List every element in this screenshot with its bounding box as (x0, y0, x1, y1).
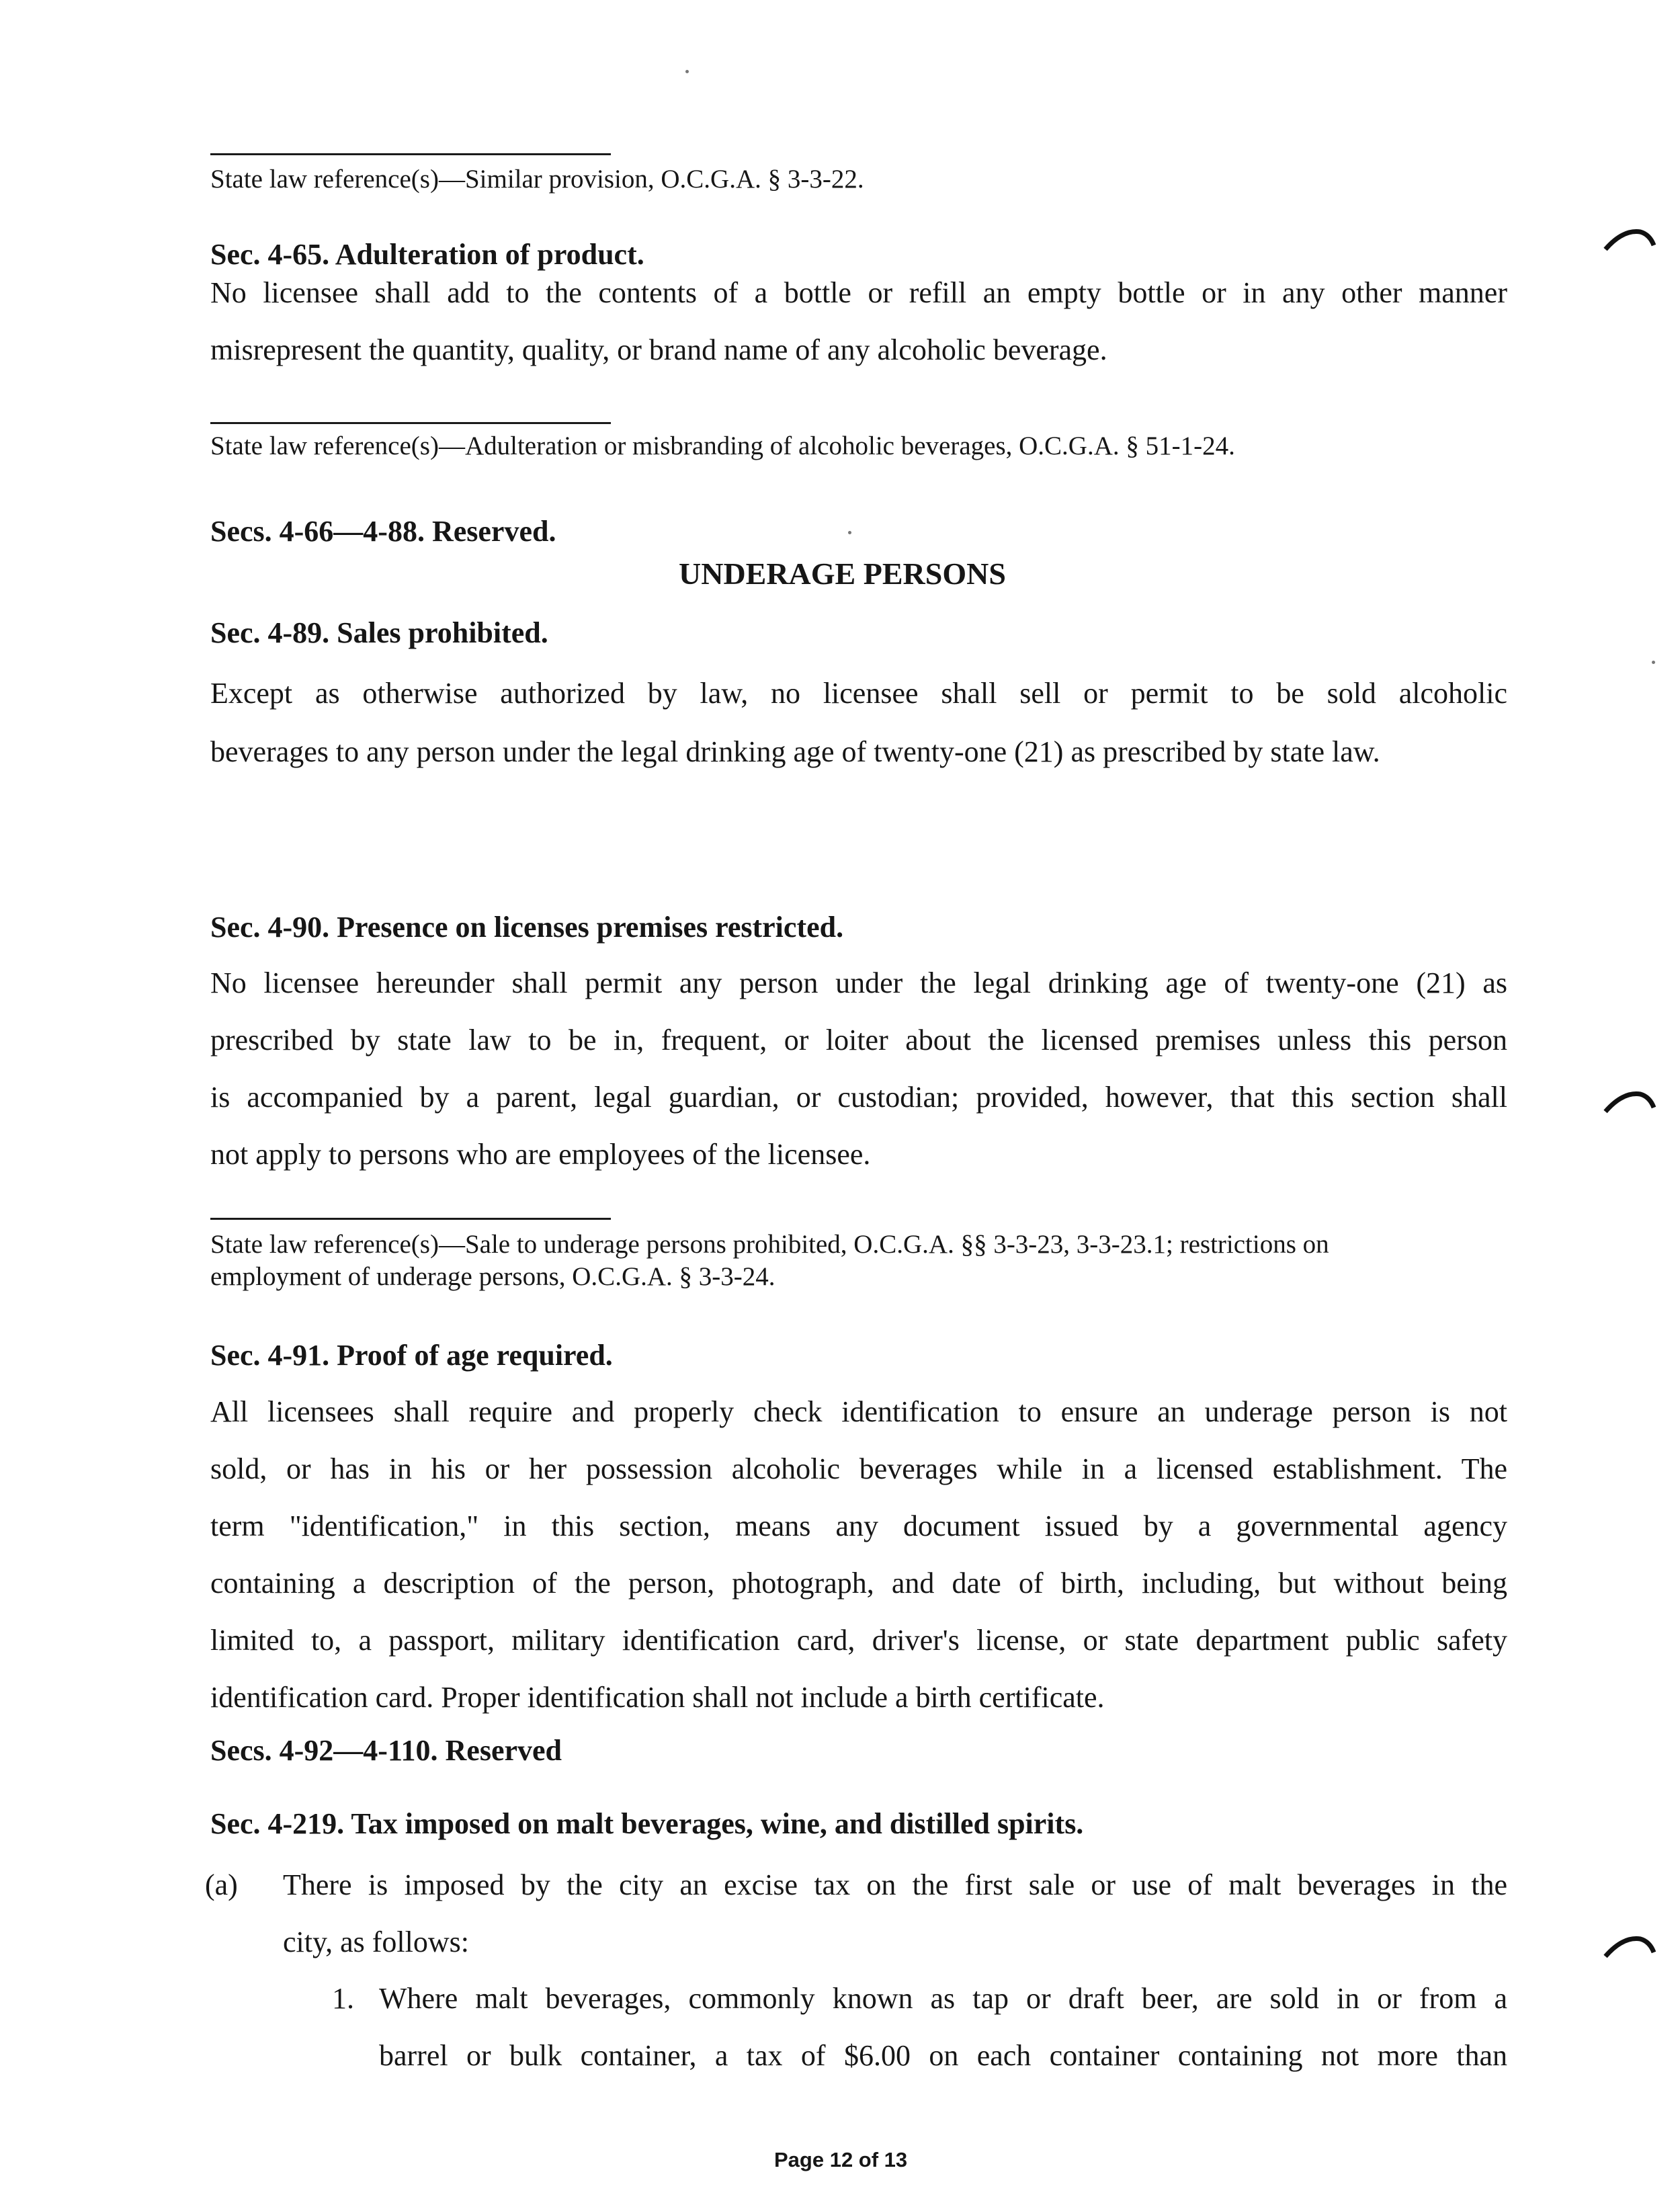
section-text-line: No licensee hereunder shall permit any person under the legal drinking age of twenty-one (21) as (210, 966, 1507, 999)
footnote-rule (210, 153, 611, 155)
section-heading: Sec. 4-91. Proof of age required. (210, 1339, 613, 1372)
list-item-text: Where malt beverages, commonly known as tap or draft beer, are sold in or from a (379, 1982, 1507, 2015)
section-heading: Secs. 4-66—4-88. Reserved. (210, 515, 556, 548)
page-number: Page 12 of 13 (774, 2148, 908, 2171)
section-text-line: prescribed by state law to be in, frequent, or loiter about the licensed premises unless this person (210, 1024, 1507, 1056)
punch-hole-mark-icon (1603, 1932, 1656, 1959)
section-text-line: not apply to persons who are employees of the licensee. (210, 1138, 871, 1171)
footnote-rule (210, 1218, 611, 1220)
scan-speck (848, 531, 851, 534)
section-heading: Sec. 4-89. Sales prohibited. (210, 616, 548, 649)
scan-speck (685, 70, 689, 73)
section-heading: Secs. 4-92—4-110. Reserved (210, 1734, 562, 1767)
section-heading: Sec. 4-90. Presence on licenses premises restricted. (210, 911, 844, 944)
section-text-line: identification card. Proper identification shall not include a birth certificate. (210, 1681, 1105, 1714)
list-marker: (a) (205, 1868, 238, 1901)
punch-hole-mark-icon (1603, 1087, 1656, 1114)
list-item-text: There is imposed by the city an excise tax on the first sale or use of malt beverages in the (283, 1868, 1507, 1901)
list-marker: 1. (332, 1982, 354, 2015)
state-law-reference: State law reference(s)—Sale to underage persons prohibited, O.C.G.A. §§ 3-3-23, 3-3-23.1; restrictions on (210, 1230, 1329, 1259)
section-text-line: is accompanied by a parent, legal guardian, or custodian; provided, however, that this section shall (210, 1081, 1507, 1114)
article-heading: UNDERAGE PERSONS (679, 556, 1006, 591)
punch-hole-mark-icon (1603, 225, 1656, 252)
section-text-line: containing a description of the person, photograph, and date of birth, including, but without being (210, 1567, 1507, 1600)
section-text-line: limited to, a passport, military identification card, driver's license, or state department public safety (210, 1624, 1507, 1657)
list-item-text: barrel or bulk container, a tax of $6.00 on each container containing not more than (379, 2039, 1507, 2072)
section-text-line: beverages to any person under the legal drinking age of twenty-one (21) as prescribed by state law. (210, 735, 1380, 768)
list-item-text: city, as follows: (283, 1925, 469, 1958)
scan-speck (1652, 661, 1655, 664)
footnote-rule (210, 422, 611, 424)
state-law-reference: State law reference(s)—Adulteration or misbranding of alcoholic beverages, O.C.G.A. § 51-1-24. (210, 431, 1235, 460)
section-text-line: misrepresent the quantity, quality, or brand name of any alcoholic beverage. (210, 333, 1107, 366)
state-law-reference: employment of underage persons, O.C.G.A. § 3-3-24. (210, 1262, 775, 1291)
section-text-line: No licensee shall add to the contents of a bottle or refill an empty bottle or in any other manner (210, 276, 1507, 309)
section-text-line: sold, or has in his or her possession alcoholic beverages while in a licensed establishment. The (210, 1452, 1507, 1485)
section-heading: Sec. 4-65. Adulteration of product. (210, 238, 644, 271)
section-text-line: term "identification," in this section, means any document issued by a governmental agency (210, 1509, 1507, 1542)
section-text-line: All licensees shall require and properly check identification to ensure an underage person is not (210, 1395, 1507, 1428)
state-law-reference: State law reference(s)—Similar provision, O.C.G.A. § 3-3-22. (210, 165, 864, 194)
section-heading: Sec. 4-219. Tax imposed on malt beverages, wine, and distilled spirits. (210, 1807, 1084, 1840)
section-text-line: Except as otherwise authorized by law, no licensee shall sell or permit to be sold alcoholic (210, 677, 1507, 710)
